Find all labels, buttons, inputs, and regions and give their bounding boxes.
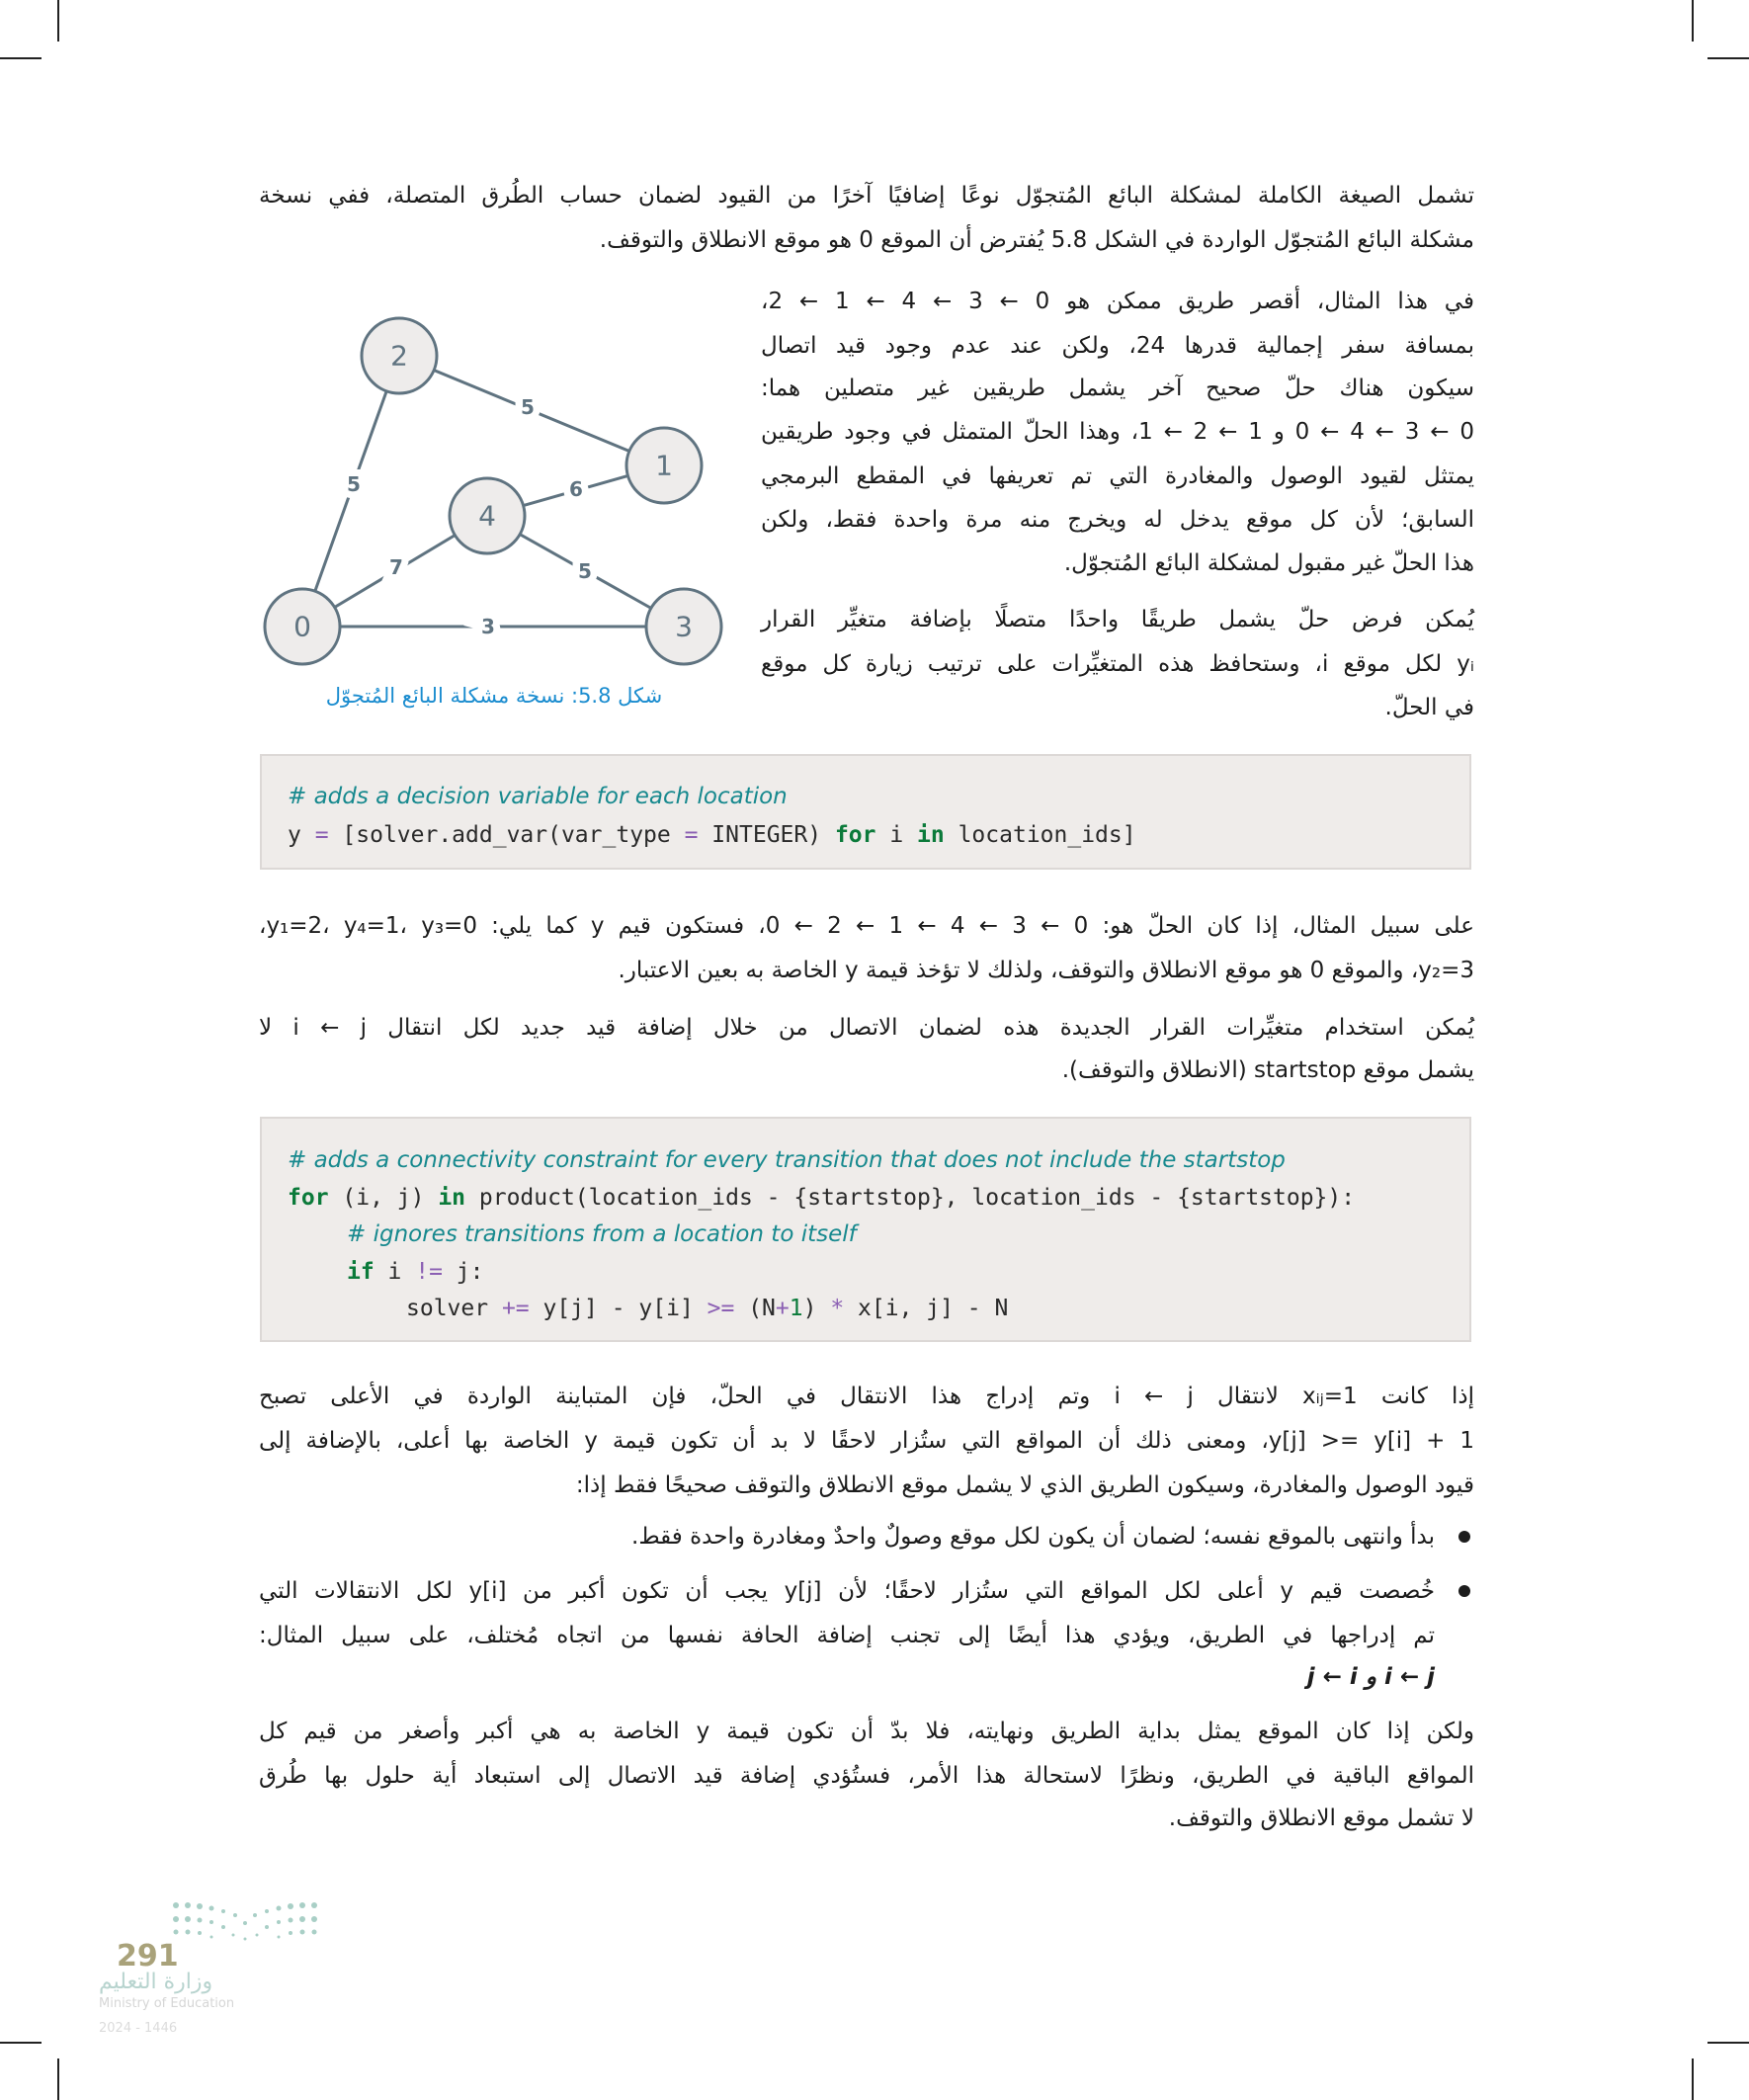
- crop-mark: [1692, 2058, 1694, 2100]
- code-operator: =: [314, 822, 329, 848]
- edition-year: 2024 - 1446: [99, 2021, 178, 2036]
- values-line: على سبيل المثال، إذا كان الحلّ هو: 0 ← 3 ← 4 ← 1 ← 2 ← 0، فستكون قيم y كما يلي: y₁=2، y₄=1، y₃=0،: [259, 913, 1474, 939]
- node-label: 4: [478, 499, 496, 533]
- node-label: 0: [293, 610, 311, 643]
- intro-line: مشكلة البائع المُتجوّل الواردة في الشكل 5.8 يُفترض أن الموقع 0 هو موقع الانطلاق والتوقف.: [599, 227, 1474, 253]
- code-keyword: in: [438, 1185, 466, 1211]
- code-line: [406, 1291, 1008, 1326]
- example-line: هذا الحلّ غير مقبول لمشكلة البائع المُتجوّل.: [1063, 550, 1474, 576]
- code-token: i: [374, 1259, 416, 1285]
- code-line: [288, 817, 1136, 853]
- decision-line: yᵢ لكل موقع i، وستحافظ هذه المتغيِّرات على ترتيب زيارة كل موقع: [761, 651, 1475, 677]
- code-token: (N: [734, 1296, 776, 1321]
- node-label: 3: [675, 610, 693, 643]
- node-label: 1: [655, 449, 673, 482]
- code-token: ): [802, 1296, 831, 1321]
- crop-mark: [1707, 57, 1749, 59]
- code-comment: # adds a decision variable for each location: [288, 784, 788, 809]
- decision-line: في الحلّ.: [1384, 695, 1474, 720]
- tsp-graph-figure: [257, 306, 731, 672]
- connect-line: يُمكن استخدام متغيِّرات القرار الجديدة هذه لضمان الاتصال من خلال إضافة قيد جديد لكل انتقال i ← j لا: [259, 1015, 1474, 1041]
- code-operator: +=: [501, 1296, 530, 1321]
- code-operator: !=: [415, 1259, 443, 1285]
- code-token: solver: [406, 1296, 502, 1321]
- code-operator: *: [830, 1296, 845, 1321]
- ineq-line: قيود الوصول والمغادرة، وسيكون الطريق الذي لا يشمل موقع الانطلاق والتوقف صحيحًا فقط إذا:: [575, 1472, 1474, 1498]
- crop-mark: [0, 57, 42, 59]
- edge-weight: 5: [578, 559, 592, 583]
- code-token: y[j] - y[i]: [529, 1296, 708, 1321]
- ministry-logo-english: Ministry of Education: [99, 1996, 235, 2011]
- code-line: [347, 1254, 484, 1290]
- example-line: 0 ← 3 ← 4 ← 0 و 1 ← 2 ← 1، وهذا الحلّ المتمثل في وجود طريقين: [761, 419, 1474, 445]
- page-number: 291: [117, 1939, 179, 1974]
- example-line: سيكون هناك حلّ صحيح آخر يشمل طريقين غير متصلين هما:: [761, 376, 1474, 401]
- edge-weight: 5: [521, 395, 535, 419]
- code-comment: # ignores transitions from a location to itself: [347, 1221, 857, 1247]
- code-comment: # adds a connectivity constraint for every transition that does not include the startstop: [288, 1147, 1286, 1173]
- edge-weight: 5: [347, 472, 361, 496]
- figure-caption: شكل 5.8: نسخة مشكلة البائع المُتجوّل: [325, 684, 663, 708]
- bullet-item: بدأ وانتهى بالموقع نفسه؛ لضمان أن يكون لكل موقع وصولٌ واحدٌ ومغادرة واحدة فقط.: [631, 1524, 1435, 1550]
- code-keyword: for: [288, 1185, 329, 1211]
- bullet-icon: [1458, 1531, 1470, 1543]
- crop-mark: [1692, 0, 1694, 42]
- bullet-icon: [1458, 1585, 1470, 1597]
- example-line: يمتثل لقيود الوصول والمغادرة التي تم تعريفها في المقطع البرمجي: [761, 463, 1474, 489]
- example-line: في هذا المثال، أقصر طريق ممكن هو 0 ← 3 ← 4 ← 1 ← 2،: [761, 289, 1474, 314]
- edge-weight: 7: [389, 555, 403, 579]
- code-token: location_ids]: [944, 822, 1136, 848]
- bullet-item: i ← j و j ← i: [1306, 1664, 1435, 1690]
- code-block-decision-variable: [260, 754, 1471, 870]
- code-token: j:: [442, 1259, 484, 1285]
- connect-line: يشمل موقع startstop (الانطلاق والتوقف).: [1061, 1057, 1474, 1083]
- intro-line: تشمل الصيغة الكاملة لمشكلة البائع المُتجوّل نوعًا إضافيًا آخرًا من القيود لضمان حساب الطُرق المتصلة، ففي نسخة: [259, 183, 1474, 209]
- code-token: i: [875, 822, 918, 848]
- crop-mark: [57, 0, 59, 42]
- final-line: المواقع الباقية في الطريق، ونظرًا لاستحالة هذا الأمر، فستُؤدي إضافة قيد الاتصال إلى استبعاد أية حلول بها طُرق: [259, 1763, 1474, 1789]
- node-label: 2: [390, 339, 408, 373]
- bullet-item: تم إدراجها في الطريق، ويؤدي هذا أيضًا إلى تجنب إضافة الحافة نفسها من اتجاه مُختلف، على سبيل المثال:: [259, 1623, 1435, 1648]
- final-line: ولكن إذا كان الموقع يمثل بداية الطريق ونهايته، فلا بدّ أن تكون قيمة y الخاصة به هي أكبر وأصغر من قيم كل: [259, 1719, 1474, 1744]
- code-line: [288, 1180, 1355, 1216]
- code-operator: >=: [707, 1296, 735, 1321]
- ineq-line: ⁦y[j] >= y[i] + 1⁩، ومعنى ذلك أن المواقع التي ستُزار لاحقًا لا بد أن تكون قيمة y الخاصة بها أعلى، بالإضافة إلى: [259, 1428, 1474, 1454]
- ministry-logo-dots-icon: [168, 1897, 326, 1947]
- code-token: INTEGER): [698, 822, 835, 848]
- code-token: product(location_ids - {startstop}, location_ids - {startstop}):: [465, 1185, 1356, 1211]
- code-keyword: in: [917, 822, 945, 848]
- code-token: [solver.add_var(var_type: [328, 822, 685, 848]
- crop-mark: [1707, 2042, 1749, 2044]
- example-line: السابق؛ لأن كل موقع يدخل له ويخرج منه مرة واحدة فقط، ولكن: [761, 507, 1474, 533]
- code-token: x[i, j] - N: [844, 1296, 1009, 1321]
- code-operator: =: [684, 822, 699, 848]
- edge-weight: 3: [481, 615, 495, 638]
- crop-mark: [57, 2058, 59, 2100]
- code-token: (i, j): [328, 1185, 439, 1211]
- example-line: بمسافة سفر إجمالية قدرها 24، ولكن عند عدم وجود قيد اتصال: [761, 333, 1474, 359]
- code-operator: +: [775, 1296, 790, 1321]
- final-line: لا تشمل موقع الانطلاق والتوقف.: [1168, 1806, 1474, 1831]
- bullet-item: خُصصت قيم y أعلى لكل المواقع التي ستُزار لاحقًا؛ لأن y[j] يجب أن تكون أكبر من y[i] لكل الانتقالات التي: [259, 1578, 1435, 1604]
- edge-weight: 6: [569, 477, 583, 501]
- values-line: y₂=3، والموقع 0 هو موقع الانطلاق والتوقف، ولذلك لا تؤخذ قيمة y الخاصة به بعين الاعتبار.: [618, 958, 1474, 983]
- ministry-logo-arabic: وزارة التعليم: [99, 1970, 213, 1994]
- code-token: y: [288, 822, 315, 848]
- code-block-connectivity: [260, 1117, 1471, 1342]
- decision-line: يُمكن فرض حلّ يشمل طريقًا واحدًا متصلًا بإضافة متغيِّر القرار: [761, 607, 1474, 632]
- crop-mark: [0, 2042, 42, 2044]
- code-keyword: if: [347, 1259, 375, 1285]
- ineq-line: إذا كانت xᵢⱼ=1 لانتقال i ← j وتم إدراج هذا الانتقال في الحلّ، فإن المتباينة الواردة في الأعلى تصبح: [259, 1384, 1474, 1409]
- code-number: 1: [789, 1296, 803, 1321]
- code-keyword: for: [834, 822, 876, 848]
